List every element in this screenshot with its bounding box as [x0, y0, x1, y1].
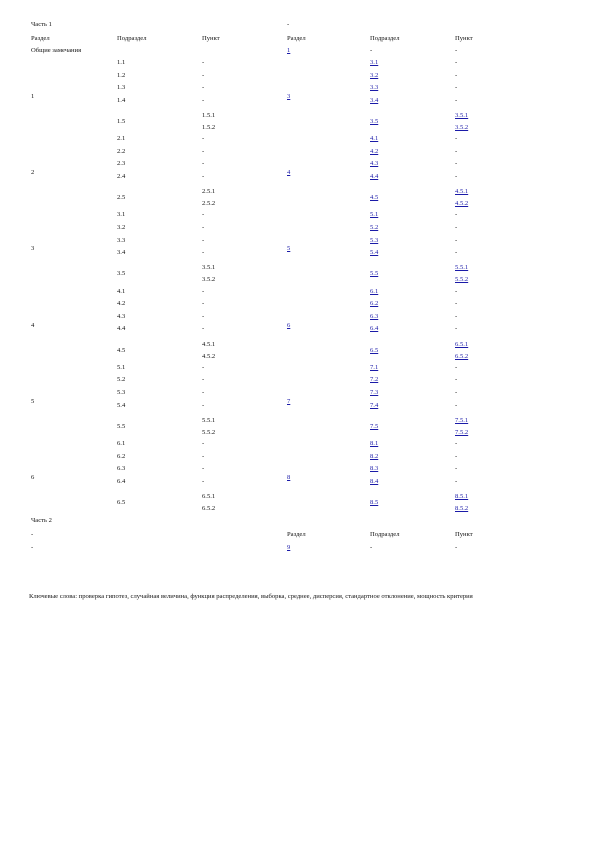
left-item-cell: -	[202, 59, 205, 66]
right-item-link[interactable]: 8.5.1	[455, 493, 469, 500]
left-subsection-cell: 4.3	[117, 312, 126, 320]
left-subsection-cell: 1.1	[117, 59, 126, 66]
left-item-cell: -	[202, 160, 205, 168]
right-subsection-link[interactable]: 4.5	[370, 194, 379, 202]
right-subsection-link[interactable]: 6.1	[370, 287, 379, 295]
right-item-link[interactable]: 4.5.2	[455, 200, 469, 208]
left-item-cell: 6.5.1	[202, 493, 216, 500]
right-section-link[interactable]: 7	[287, 397, 291, 405]
right-item-cell: -	[455, 96, 458, 104]
left-item-cell: 3.5.2	[202, 276, 216, 284]
left-section-cell: 1	[31, 93, 35, 100]
part2-title: Часть 2	[31, 517, 52, 524]
right-subsection-link[interactable]: 5.4	[370, 249, 379, 257]
left-item-cell: 6.5.2	[202, 505, 216, 512]
right-item-cell: -	[455, 173, 458, 180]
part2-row-subsection: -	[370, 544, 373, 551]
right-item-cell: -	[455, 376, 458, 384]
right-subsection-link[interactable]: 5.3	[370, 236, 379, 244]
left-item-cell: -	[202, 287, 205, 295]
left-item-cell: -	[202, 376, 205, 384]
right-subsection-link[interactable]: 3.2	[370, 71, 379, 79]
left-item-cell: -	[202, 312, 205, 320]
keywords-text: Ключевые слова: проверка гипотез, случайная величина, функция распределения, выборка, среднее, дисперсия, стандартное отклонение, мощность критерия	[29, 593, 473, 600]
left-item-cell: -	[202, 96, 205, 104]
right-item-cell: -	[455, 211, 458, 219]
right-item-cell: -	[455, 71, 458, 79]
right-subsection-link[interactable]: 8.4	[370, 477, 379, 485]
right-item-cell: -	[455, 389, 458, 396]
part1-dot: -	[287, 21, 290, 28]
left-item-cell: -	[202, 224, 205, 231]
right-item-cell: -	[455, 325, 458, 333]
right-item-cell: -	[455, 401, 458, 409]
left-subsection-cell: 3.2	[117, 224, 126, 231]
right-item-link[interactable]: 8.5.2	[455, 505, 469, 512]
right-subsection-link[interactable]: 4.4	[370, 173, 379, 180]
right-item-link[interactable]: 7.5.1	[455, 416, 469, 424]
left-item-cell: -	[202, 325, 205, 333]
left-subsection-cell: 1.2	[117, 71, 126, 79]
left-subsection-cell: 6.3	[117, 465, 126, 473]
left-subsection-cell: 6.1	[117, 440, 126, 447]
left-item-cell: 5.5.1	[202, 416, 216, 424]
right-section-link[interactable]: 5	[287, 245, 291, 253]
left-item-cell: -	[202, 84, 205, 92]
right-subsection-link[interactable]: 3.1	[370, 59, 379, 66]
right-section-link[interactable]: 4	[287, 169, 291, 177]
left-subsection-cell: 2.3	[117, 160, 126, 168]
left-section-cell: 4	[31, 321, 35, 329]
part2-row-item: -	[455, 544, 458, 551]
left-item-cell: -	[202, 249, 205, 257]
general-remarks-item: -	[455, 47, 458, 54]
left-subsection-cell: 4.2	[117, 300, 126, 308]
right-item-cell: -	[455, 249, 458, 257]
right-subsection-link[interactable]: 7.5	[370, 422, 379, 430]
left-subsection-cell: 2.2	[117, 147, 126, 155]
left-subsection-cell: 6.4	[117, 477, 126, 485]
left-item-cell: 4.5.2	[202, 352, 216, 360]
left-subsection-cell: 4.5	[117, 346, 126, 354]
general-remarks-section-link[interactable]: 1	[287, 47, 291, 54]
part2-dot: -	[31, 531, 34, 538]
left-subsection-cell: 5.3	[117, 389, 126, 396]
right-item-link[interactable]: 3.5.1	[455, 112, 469, 119]
left-item-cell: -	[202, 452, 205, 460]
left-section-cell: 5	[31, 397, 35, 405]
right-subsection-link[interactable]: 8.5	[370, 499, 379, 506]
right-subsection-link[interactable]: 7.4	[370, 401, 379, 409]
right-section-link[interactable]: 8	[287, 474, 291, 481]
left-item-cell: -	[202, 211, 205, 219]
right-item-link[interactable]: 3.5.2	[455, 124, 469, 131]
right-subsection-link[interactable]: 4.2	[370, 147, 379, 155]
right-item-link[interactable]: 5.5.1	[455, 264, 469, 272]
left-subsection-cell: 1.4	[117, 96, 126, 104]
left-item-cell: -	[202, 135, 205, 143]
general-remarks-label: Общие замечания	[31, 47, 82, 54]
left-item-cell: -	[202, 71, 205, 79]
left-item-cell: 5.5.2	[202, 428, 216, 436]
left-subsection-cell: 4.1	[117, 287, 126, 295]
header-left-subsection: Подраздел	[117, 35, 147, 42]
part2-header-item: Пункт	[455, 531, 473, 538]
left-subsection-cell: 4.4	[117, 325, 126, 333]
left-section-cell: 3	[31, 245, 35, 253]
left-item-cell: -	[202, 440, 205, 447]
right-item-link[interactable]: 6.5.2	[455, 352, 469, 360]
right-item-cell: -	[455, 147, 458, 155]
left-subsection-cell: 1.5	[117, 118, 126, 125]
right-subsection-link[interactable]: 8.2	[370, 452, 379, 460]
left-subsection-cell: 1.3	[117, 84, 126, 92]
right-subsection-link[interactable]: 6.2	[370, 300, 379, 308]
left-item-cell: -	[202, 465, 205, 473]
part2-header-section: Раздел	[287, 531, 306, 538]
right-item-link[interactable]: 6.5.1	[455, 340, 469, 348]
right-item-link[interactable]: 7.5.2	[455, 428, 469, 436]
header-right-item: Пункт	[455, 35, 473, 42]
right-section-link[interactable]: 3	[287, 93, 291, 100]
left-subsection-cell: 5.5	[117, 422, 126, 430]
right-item-cell: -	[455, 59, 458, 66]
right-item-cell: -	[455, 224, 458, 231]
left-item-cell: 1.5.2	[202, 124, 216, 131]
right-subsection-link[interactable]: 6.4	[370, 325, 379, 333]
right-subsection-link[interactable]: 5.1	[370, 211, 379, 219]
right-subsection-link[interactable]: 4.3	[370, 160, 379, 168]
header-right-section: Раздел	[287, 35, 306, 42]
header-right-subsection: Подраздел	[370, 35, 400, 42]
right-item-cell: -	[455, 363, 458, 371]
right-item-cell: -	[455, 300, 458, 308]
header-left-item: Пункт	[202, 35, 220, 42]
right-subsection-link[interactable]: 5.2	[370, 224, 379, 231]
left-item-cell: -	[202, 389, 205, 396]
general-remarks-subsection: -	[370, 47, 373, 54]
left-section-cell: 2	[31, 169, 35, 177]
right-item-cell: -	[455, 84, 458, 92]
right-item-cell: -	[455, 452, 458, 460]
right-subsection-link[interactable]: 5.5	[370, 270, 379, 278]
left-item-cell: 3.5.1	[202, 264, 216, 272]
left-item-cell: -	[202, 147, 205, 155]
right-item-cell: -	[455, 465, 458, 473]
right-item-cell: -	[455, 236, 458, 244]
right-subsection-link[interactable]: 6.3	[370, 312, 379, 320]
left-item-cell: -	[202, 363, 205, 371]
right-subsection-link[interactable]: 8.1	[370, 440, 379, 447]
left-subsection-cell: 3.1	[117, 211, 126, 219]
left-subsection-cell: 6.2	[117, 452, 126, 460]
left-item-cell: 2.5.1	[202, 188, 216, 196]
left-item-cell: -	[202, 401, 205, 409]
left-item-cell: 4.5.1	[202, 340, 216, 348]
left-item-cell: -	[202, 173, 205, 180]
right-section-link[interactable]: 6	[287, 321, 291, 329]
left-subsection-cell: 2.1	[117, 135, 126, 143]
right-subsection-link[interactable]: 7.3	[370, 389, 379, 396]
left-item-cell: -	[202, 300, 205, 308]
part2-section-link[interactable]: 9	[287, 544, 291, 551]
left-subsection-cell: 5.1	[117, 363, 126, 371]
left-subsection-cell: 6.5	[117, 499, 126, 506]
right-item-cell: -	[455, 160, 458, 168]
right-item-cell: -	[455, 135, 458, 143]
left-item-cell: 2.5.2	[202, 200, 216, 208]
left-subsection-cell: 3.4	[117, 249, 126, 257]
right-subsection-link[interactable]: 8.3	[370, 465, 379, 473]
part2-row-dot: -	[31, 544, 34, 551]
right-item-cell: -	[455, 287, 458, 295]
right-item-cell: -	[455, 477, 458, 485]
left-subsection-cell: 5.4	[117, 401, 126, 409]
left-subsection-cell: 5.2	[117, 376, 126, 384]
left-item-cell: -	[202, 477, 205, 485]
right-item-link[interactable]: 5.5.2	[455, 276, 469, 284]
header-left-section: Раздел	[31, 35, 50, 42]
part1-title: Часть 1	[31, 21, 52, 28]
left-item-cell: -	[202, 236, 205, 244]
right-item-cell: -	[455, 440, 458, 447]
left-section-cell: 6	[31, 474, 35, 481]
right-subsection-link[interactable]: 7.2	[370, 376, 379, 384]
right-subsection-link[interactable]: 3.3	[370, 84, 379, 92]
left-subsection-cell: 2.4	[117, 173, 126, 180]
left-subsection-cell: 2.5	[117, 194, 126, 202]
left-item-cell: 1.5.1	[202, 112, 216, 119]
right-subsection-link[interactable]: 7.1	[370, 363, 379, 371]
left-subsection-cell: 3.3	[117, 236, 126, 244]
left-subsection-cell: 3.5	[117, 270, 126, 278]
right-subsection-link[interactable]: 6.5	[370, 346, 379, 354]
part2-header-subsection: Подраздел	[370, 531, 400, 538]
right-subsection-link[interactable]: 4.1	[370, 135, 379, 143]
right-subsection-link[interactable]: 3.5	[370, 118, 379, 125]
right-item-cell: -	[455, 312, 458, 320]
right-item-link[interactable]: 4.5.1	[455, 188, 469, 196]
right-subsection-link[interactable]: 3.4	[370, 96, 379, 104]
